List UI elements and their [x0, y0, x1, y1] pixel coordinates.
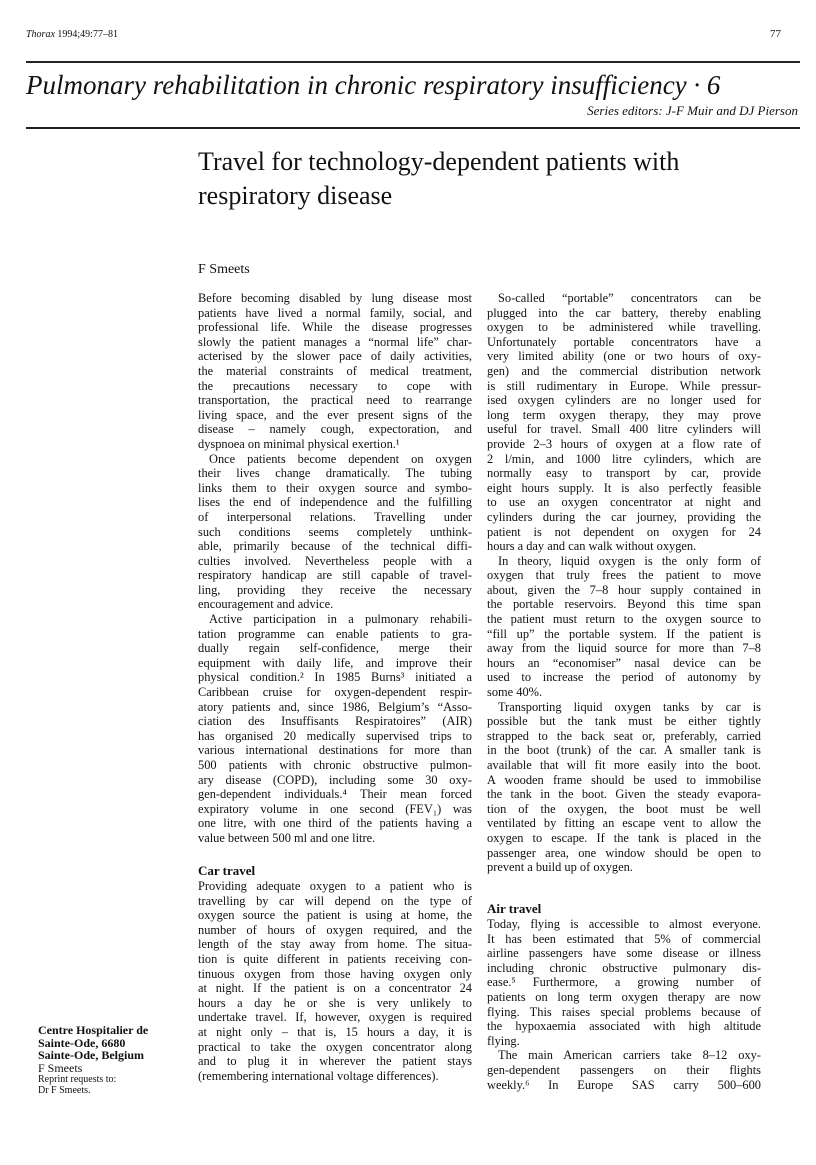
text-line: of interpersonal relations. Travelling under	[198, 509, 472, 524]
text-line: available that will fit more easily into the boot.	[487, 758, 761, 772]
text-line: away from the liquid source for more than 7–8	[487, 641, 761, 656]
text-line: in the boot (trunk) of the car. A smaller tank is	[487, 743, 761, 758]
text-line: eight hours supply. It is also perfectly feasible	[487, 480, 761, 495]
text-line: Today, flying is accessible to almost everyone.	[487, 917, 761, 931]
text-line: dyspnoea on minimal physical exertion.¹	[198, 436, 400, 451]
right-column-air-travel	[487, 901, 761, 1092]
text-line: Caribbean cruise for oxygen-dependent respir-	[198, 685, 472, 700]
left-column-car-travel	[198, 863, 472, 1083]
text-line: value between 500 ml and one litre.	[198, 830, 376, 845]
text-line: gen-dependent passengers on their flights	[487, 1062, 761, 1077]
paragraph	[487, 1048, 761, 1092]
text-line: flying. This raises special problems because of	[487, 1004, 761, 1019]
text-line: prevent a build up of oxygen.	[487, 860, 633, 875]
text-line: gen-dependent individuals.⁴ Their mean forced	[198, 787, 472, 802]
text-line: Unfortunately portable concentrators have a	[487, 334, 761, 349]
top-rule	[26, 61, 800, 63]
text-line: normally easy to transport by car, provide	[487, 466, 761, 481]
text-line: Transporting liquid oxygen tanks by car is	[498, 699, 761, 714]
text-line: Active participation in a pulmonary rehabili-	[209, 612, 472, 627]
text-line: ciation des Insuffisants Respiratoires” (AIR)	[198, 714, 472, 729]
text-line: physical condition.² In 1985 Burns³ initiated a	[198, 670, 472, 685]
text-line: to use an oxygen concentrator at night and	[487, 495, 761, 510]
text-line: living space, and the ever present signs of the	[198, 407, 472, 422]
text-line: Once patients become dependent on oxygen	[209, 451, 472, 466]
text-line: patient is not dependent on oxygen for 24	[487, 524, 761, 539]
section-heading: Air travel	[487, 901, 542, 916]
affiliation-author: F Smeets	[38, 1060, 83, 1075]
affiliation	[38, 1024, 148, 1074]
text-line: various international destinations for more than	[198, 743, 472, 758]
text-line: flying.	[487, 1033, 520, 1048]
text-line: It has been estimated that 5% of commercial	[487, 931, 761, 946]
series-editors: Series editors: J-F Muir and DJ Pierson	[587, 103, 798, 118]
header-rule	[26, 127, 800, 129]
text-line: possible but the tank must be either tightly	[487, 714, 761, 729]
paragraph	[487, 291, 761, 554]
text-line: ary disease (COPD), including some 30 oxy-	[198, 772, 472, 787]
text-line: tion is quite different in patients receiving con-	[198, 951, 472, 966]
text-line: length of the stay away from home. The situa-	[198, 937, 472, 952]
article-title	[198, 145, 758, 213]
page-number: 77	[770, 28, 781, 40]
text-line: is still rudimentary in Europe. While pressur-	[487, 378, 761, 393]
text-line: oxygen to escape. If the tank is placed in the	[487, 830, 761, 845]
text-line: atory patients and, since 1986, Belgium’s “Asso-	[198, 699, 472, 714]
affiliation-line: Centre Hospitalier de	[38, 1023, 149, 1037]
text-line: has organised 20 medically supervised trips to	[198, 728, 472, 743]
text-line: oxygen source the patient is using at home, the	[198, 908, 472, 923]
reprint-contact: Dr F Smeets.	[38, 1085, 91, 1096]
text-line: oxygen that truly frees the patient to move	[487, 568, 761, 583]
text-line: In theory, liquid oxygen is the only form of	[498, 553, 761, 568]
text-line: ventilated by fitting an escape vent to allow the	[487, 816, 761, 831]
text-line: very limited ability (one or two hours of oxy-	[487, 349, 761, 364]
text-line: plugged into the car battery, thereby enabling	[487, 305, 761, 320]
text-line: hours an “economiser” nasal device can be	[487, 655, 761, 670]
text-line: at night only – that is, 15 hours a day, it is	[198, 1024, 472, 1039]
journal-citation	[26, 29, 118, 40]
text-line: ling, providing they receive the necessary	[198, 582, 472, 597]
text-line: weekly.⁶ In Europe SAS carry 500–600	[487, 1077, 761, 1092]
text-line: provide 2–3 hours of oxygen at a flow rate of	[487, 436, 761, 451]
text-line: the portable reservoirs. Beyond this time span	[487, 597, 761, 612]
text-line: such conditions seems completely unthink-	[198, 524, 472, 539]
text-line: “fill up” the portable system. If the patient is	[487, 626, 761, 641]
text-line: So-called “portable” concentrators can be	[498, 291, 761, 305]
text-line: strapped to the back seat or, preferably, carried	[487, 728, 761, 743]
text-line: lises the end of independence and the fulfilling	[198, 495, 472, 510]
reprint-label: Reprint requests to:	[38, 1074, 117, 1085]
article-title-line: respiratory disease	[198, 181, 393, 210]
text-line: travelling by car will depend on the type of	[198, 893, 472, 908]
affiliation-line: Sainte-Ode, Belgium	[38, 1048, 145, 1062]
text-line: the material constraints of medical treatment,	[198, 363, 472, 378]
text-line: patients have lived a normal family, social, and	[198, 305, 472, 320]
text-line: long term oxygen therapy, they may prove	[487, 407, 761, 422]
text-line: some 40%.	[487, 685, 543, 700]
text-line: ease.⁵ Furthermore, a growing number of	[487, 975, 761, 990]
text-line: dually regain self-confidence, merge their	[198, 641, 472, 656]
text-line: number of hours of oxygen required, and the	[198, 922, 472, 937]
text-line: transportation, the practical need to rearrange	[198, 393, 472, 408]
text-line: gen) and the commercial distribution network	[487, 363, 761, 378]
text-line: undertake travel. If, however, oxygen is required	[198, 1010, 472, 1025]
journal-name: Thorax	[26, 29, 55, 40]
text-line: expiratory volume in one second (FEV₁) was	[198, 801, 472, 816]
reprint-requests	[38, 1074, 116, 1096]
text-line: at night. If the patient is on a concentrator 24	[198, 981, 472, 996]
text-line: respiratory handicap are still capable of travel-	[198, 568, 472, 583]
text-line: culties involved. Nevertheless people with a	[198, 553, 472, 568]
text-line: the hypoxaemia associated with high altitude	[487, 1019, 761, 1034]
text-line: 2 l/min, and 1000 litre cylinders, which are	[487, 451, 761, 466]
paragraph	[198, 291, 472, 452]
text-line: slowly the patient manages a “normal life” char-	[198, 334, 472, 349]
text-line: the tank in the boot. Given the steady evapora-	[487, 787, 761, 802]
text-line: including chronic obstructive pulmonary dis-	[487, 960, 761, 975]
text-line: professional life. While the disease progresses	[198, 320, 472, 335]
text-line: practical to take the oxygen concentrator along	[198, 1039, 472, 1054]
text-line: airline passengers have some disease or illness	[487, 946, 761, 961]
series-title: Pulmonary rehabilitation in chronic respiratory insufficiency · 6	[26, 70, 721, 100]
section-heading: Car travel	[198, 863, 256, 878]
text-line: Providing adequate oxygen to a patient who is	[198, 879, 472, 893]
text-line: passenger area, one window should be open to	[487, 845, 761, 860]
text-line: useful for travel. Small 400 litre cylinders will	[487, 422, 761, 437]
text-line: ised oxygen cylinders are no longer used for	[487, 393, 761, 408]
text-line: cylinders during the car journey, providing the	[487, 509, 761, 524]
text-line: (remembering international voltage differences).	[198, 1068, 439, 1083]
text-line: 500 patients with chronic obstructive pulmon-	[198, 758, 472, 772]
text-line: Before becoming disabled by lung disease most	[198, 291, 472, 305]
text-line: tinuous oxygen from those having oxygen only	[198, 966, 472, 981]
text-line: equipment with daily life, and improve their	[198, 655, 472, 670]
text-line: acterised by the slower pace of daily activities,	[198, 349, 472, 364]
text-line: tation programme can enable patients to gra-	[198, 626, 472, 641]
text-line: their lives change dramatically. The tubing	[198, 466, 472, 481]
paragraph	[487, 700, 761, 875]
right-column-oxygen-sources	[487, 291, 761, 875]
text-line: encouragement and advice.	[198, 597, 334, 612]
paragraph	[487, 554, 761, 700]
text-line: The main American carriers take 8–12 oxy-	[498, 1048, 761, 1063]
text-line: hours a day and can walk without oxygen.	[487, 539, 697, 554]
article-title-line: Travel for technology-dependent patients with	[198, 147, 680, 176]
text-line: disease – namely cough, expectoration, and	[198, 422, 472, 437]
left-column-intro	[198, 291, 472, 846]
paragraph	[198, 452, 472, 613]
text-line: the precautions necessary to cope with	[198, 378, 472, 393]
paragraph	[198, 879, 472, 1083]
text-line: and to plug it in wherever the patient stays	[198, 1054, 472, 1069]
author-name: F Smeets	[198, 262, 250, 277]
citation: 1994;49:77–81	[57, 29, 118, 40]
text-line: able, primarily because of the technical diffi-	[198, 539, 472, 554]
text-line: the patient must return to the oxygen source to	[487, 612, 761, 627]
text-line: hours a day he or she is very unlikely to	[198, 995, 472, 1010]
text-line: links them to their oxygen source and symbo-	[198, 480, 472, 495]
text-line: about, given the 7–8 hour supply contained in	[487, 582, 761, 597]
text-line: oxygen to be administered while travelling.	[487, 320, 761, 335]
text-line: A wooden frame should be used to immobilise	[487, 772, 761, 787]
paragraph	[487, 917, 761, 1048]
affiliation-line: Sainte-Ode, 6680	[38, 1035, 126, 1050]
text-line: patients on long term oxygen therapy are now	[487, 989, 761, 1004]
text-line: one litre, with one third of the patients having a	[198, 816, 472, 831]
text-line: used to increase the period of autonomy by	[487, 670, 761, 685]
text-line: tion of the oxygen, the boot must be well	[487, 801, 761, 816]
paragraph	[198, 612, 472, 846]
